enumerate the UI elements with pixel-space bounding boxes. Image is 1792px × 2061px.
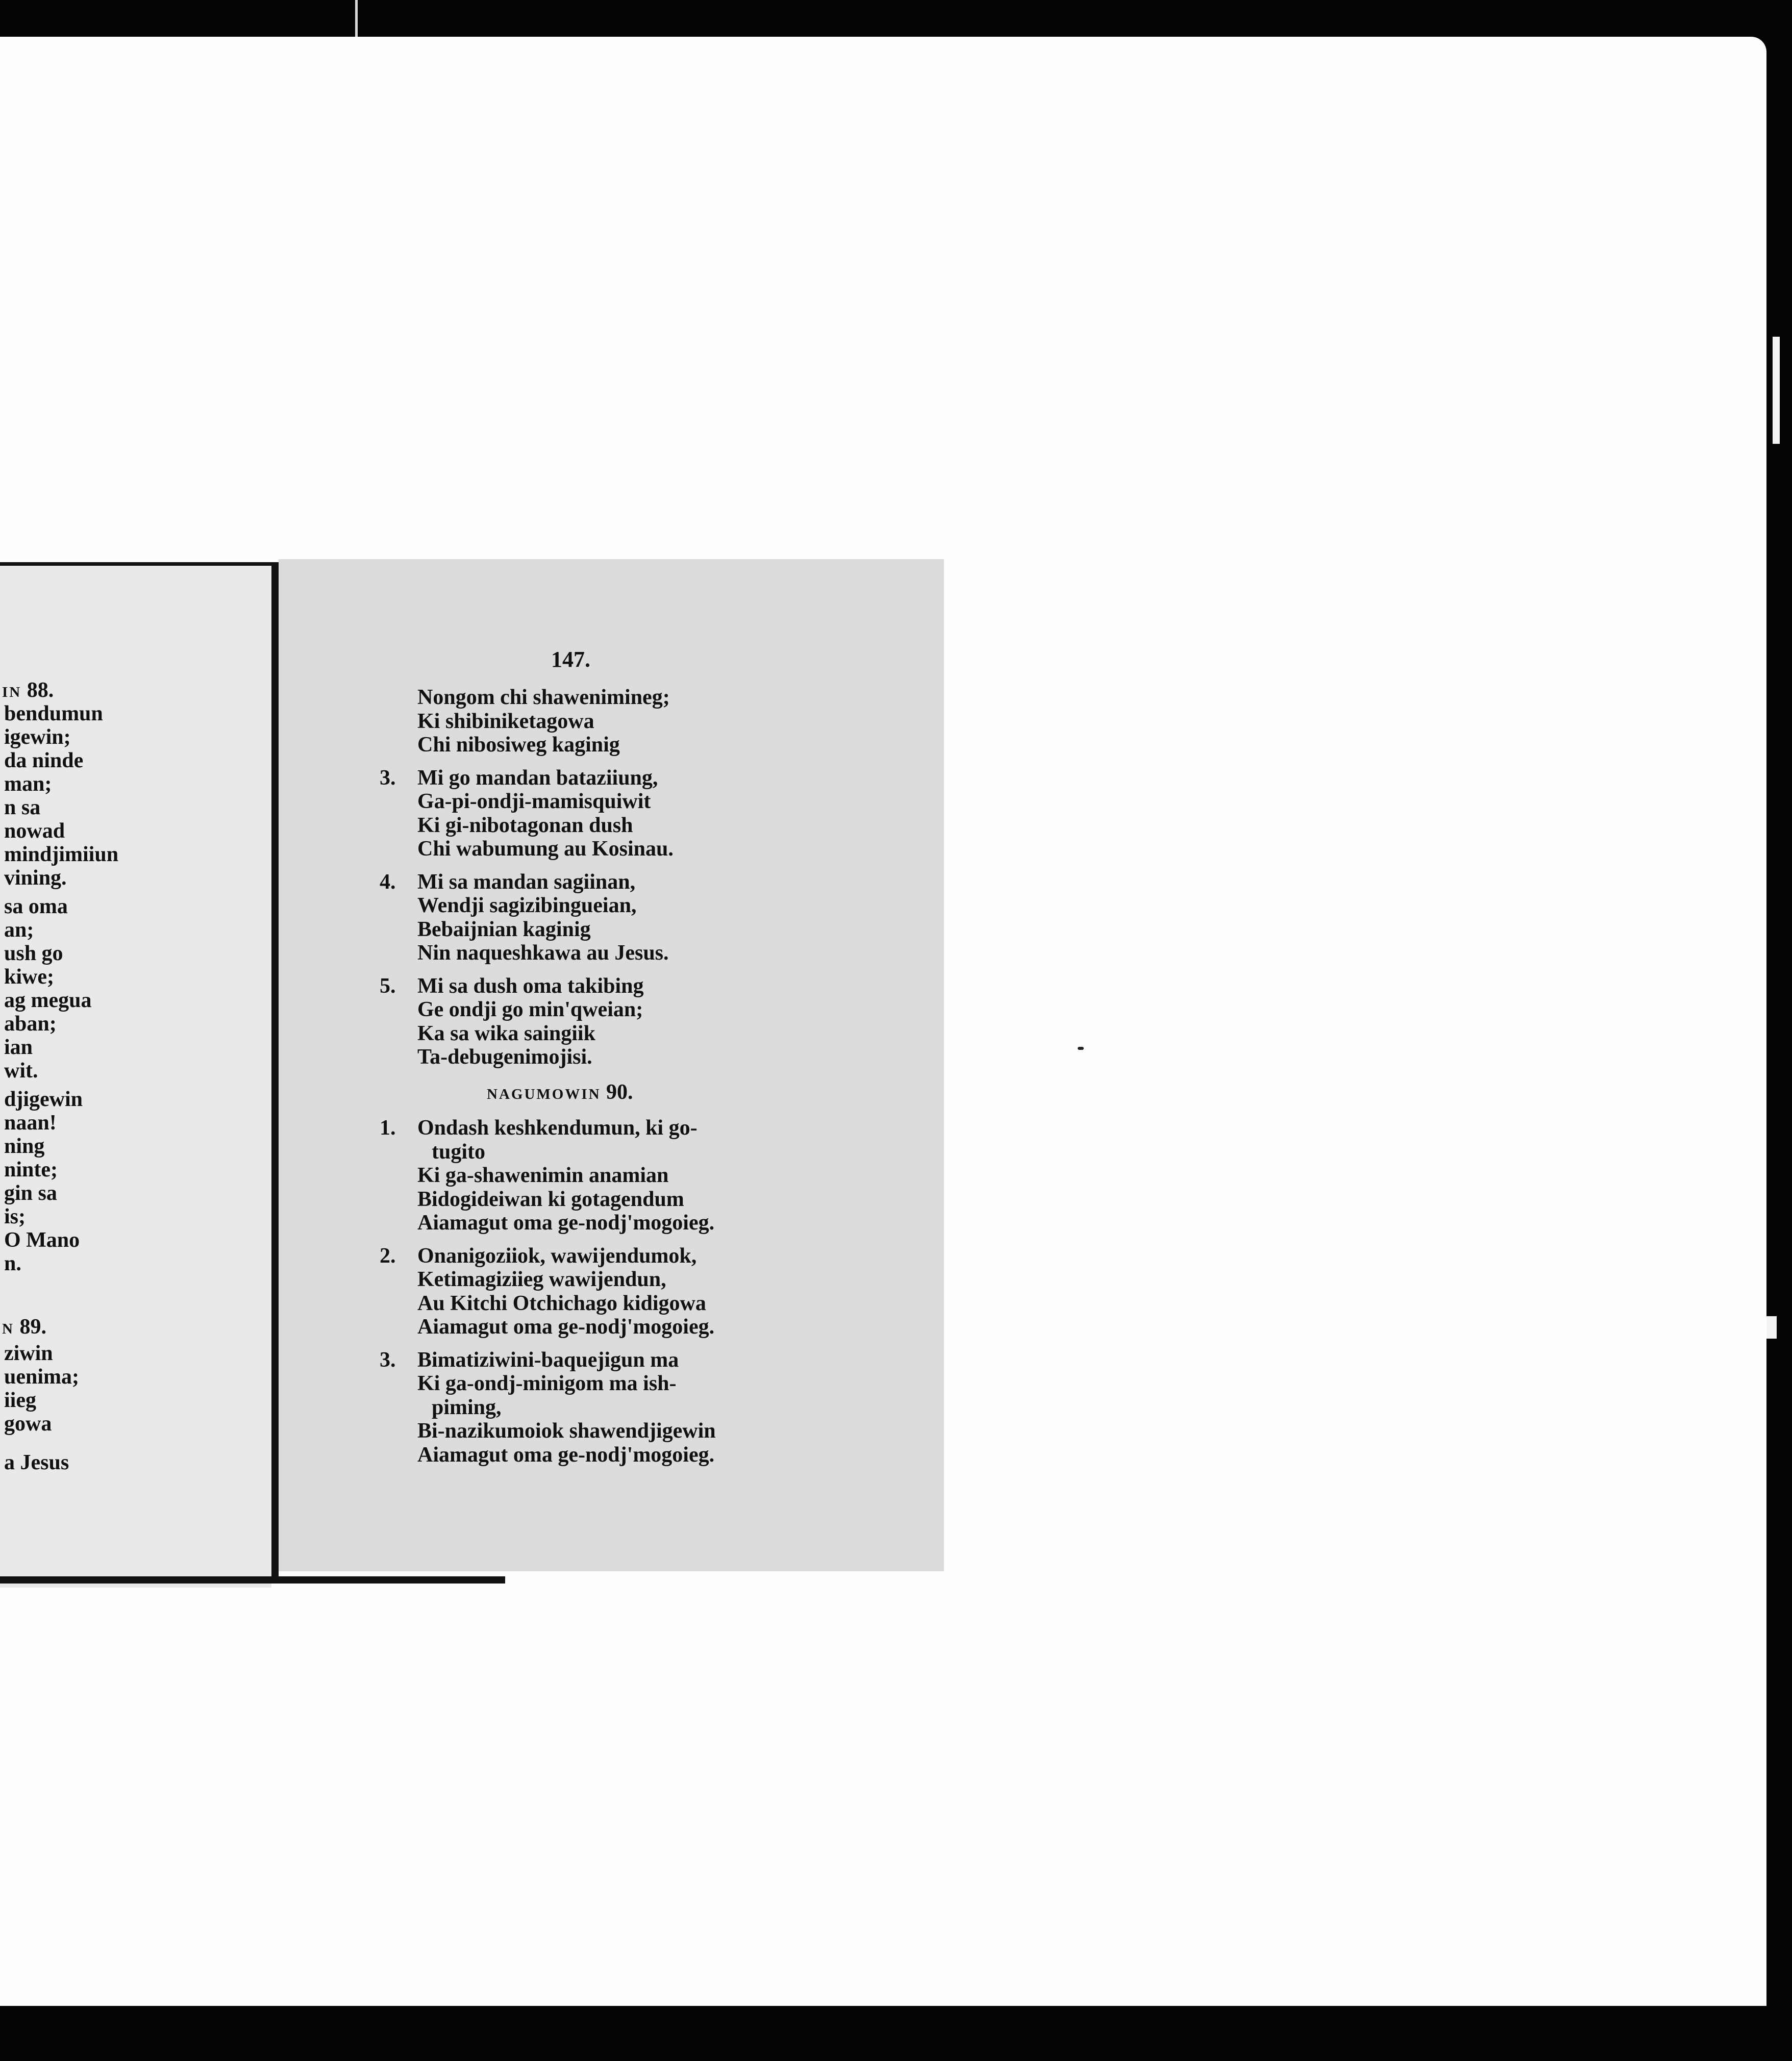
verse-line-fragment: wit.: [4, 1059, 38, 1083]
right-page: [279, 559, 944, 1571]
verse-line-fragment: an;: [4, 918, 34, 942]
verse-line: Ki gi-nibotagonan dush: [417, 813, 633, 837]
verse-line-fragment: a Jesus: [4, 1451, 69, 1474]
verse-line-fragment: sa oma: [4, 895, 68, 918]
verse-line-fragment: bendumun: [4, 702, 103, 725]
verse-line-fragment: djigewin: [4, 1088, 83, 1111]
verse-line: Nongom chi shawenimineg;: [417, 686, 670, 709]
verse-line-fragment: mindjimiiun: [4, 843, 119, 866]
verse-line: Bi-nazikumoiok shawendjigewin: [417, 1419, 716, 1443]
verse-line-fragment: n.: [4, 1252, 21, 1275]
scan-edge-mark: [1766, 1316, 1777, 1339]
verse-line: Ge ondji go min'qweian;: [417, 998, 643, 1021]
verse-line: Mi sa dush oma takibing: [417, 974, 644, 998]
verse-line: Bebaijnian kaginig: [417, 917, 591, 941]
scan-speck: [1078, 1047, 1084, 1050]
verse-line: Ki shibiniketagowa: [417, 709, 594, 733]
verse-line-fragment: vining.: [4, 866, 67, 890]
verse-line-fragment: man;: [4, 772, 52, 796]
verse-line-fragment: nowad: [4, 819, 65, 843]
verse-line-fragment: ning: [4, 1135, 45, 1158]
verse-line: tugito: [432, 1140, 485, 1164]
verse-number: 4.: [380, 870, 396, 894]
verse-line: piming,: [432, 1395, 502, 1419]
verse-line: Onanigoziiok, wawijendumok,: [417, 1244, 697, 1268]
verse-line: Mi sa mandan sagiinan,: [417, 870, 636, 894]
verse-line-fragment: gin sa: [4, 1182, 57, 1205]
verse-line-fragment: igewin;: [4, 725, 71, 749]
verse-number: 5.: [380, 974, 396, 998]
verse-number: 2.: [380, 1244, 396, 1268]
verse-line: Ka sa wika saingiik: [417, 1021, 595, 1045]
verse-line: Ki ga-shawenimin anamian: [417, 1164, 669, 1187]
verse-line: Ga-pi-ondji-mamisquiwit: [417, 790, 651, 813]
verse-line-fragment: ush go: [4, 942, 63, 965]
verse-number: 3.: [380, 766, 396, 790]
page-bottom-rule: [0, 1576, 505, 1584]
verse-line: Ta-debugenimojisi.: [417, 1045, 592, 1069]
verse-line-fragment: ian: [4, 1036, 33, 1059]
verse-line: Nin naqueshkawa au Jesus.: [417, 941, 669, 965]
scan-tick-mark: [355, 0, 358, 37]
verse-line-fragment: is;: [4, 1205, 26, 1228]
verse-line: Chi nibosiweg kaginig: [417, 733, 620, 757]
verse-line-fragment: iieg: [4, 1389, 36, 1412]
page-number: 147.: [551, 647, 590, 672]
verse-line-fragment: kiwe;: [4, 965, 54, 989]
verse-line-fragment: n sa: [4, 796, 41, 819]
verse-line-fragment: gowa: [4, 1412, 52, 1436]
verse-line: Aiamagut oma ge-nodj'mogoieg.: [417, 1211, 715, 1235]
verse-line: Mi go mandan bataziiung,: [417, 766, 658, 790]
verse-line: Bimatiziwini-baquejigun ma: [417, 1348, 679, 1372]
book-spine-rule: [271, 562, 279, 1584]
verse-line: Ki ga-ondj-minigom ma ish-: [417, 1372, 677, 1395]
verse-line: Bidogideiwan ki gotagendum: [417, 1187, 684, 1211]
verse-number: 3.: [380, 1348, 396, 1372]
verse-line-fragment: ag megua: [4, 989, 92, 1012]
verse-number: 1.: [380, 1116, 396, 1140]
verse-line: Aiamagut oma ge-nodj'mogoieg.: [417, 1315, 715, 1339]
verse-line-fragment: aban;: [4, 1012, 57, 1036]
hymn-heading-90: NAGUMOWIN 90.: [487, 1080, 633, 1104]
hymn-heading-89: N 89.: [2, 1315, 46, 1339]
verse-line: Aiamagut oma ge-nodj'mogoieg.: [417, 1443, 715, 1467]
verse-line: Ondash keshkendumun, ki go-: [417, 1116, 698, 1140]
verse-line-fragment: naan!: [4, 1111, 57, 1135]
verse-line: Chi wabumung au Kosinau.: [417, 837, 674, 861]
verse-line-fragment: O Mano: [4, 1228, 80, 1252]
verse-line: Au Kitchi Otchichago kidigowa: [417, 1291, 706, 1315]
scan-edge-mark: [1773, 337, 1780, 444]
verse-line-fragment: ziwin: [4, 1342, 53, 1365]
verse-line-fragment: ninte;: [4, 1158, 58, 1182]
hymn-heading-88: IN 88.: [2, 678, 54, 702]
verse-line-fragment: da ninde: [4, 749, 84, 772]
verse-line: Ketimagiziieg wawijendun,: [417, 1268, 666, 1291]
left-page: [0, 565, 271, 1588]
verse-line-fragment: uenima;: [4, 1365, 79, 1389]
verse-line: Wendji sagizibingueian,: [417, 894, 637, 917]
